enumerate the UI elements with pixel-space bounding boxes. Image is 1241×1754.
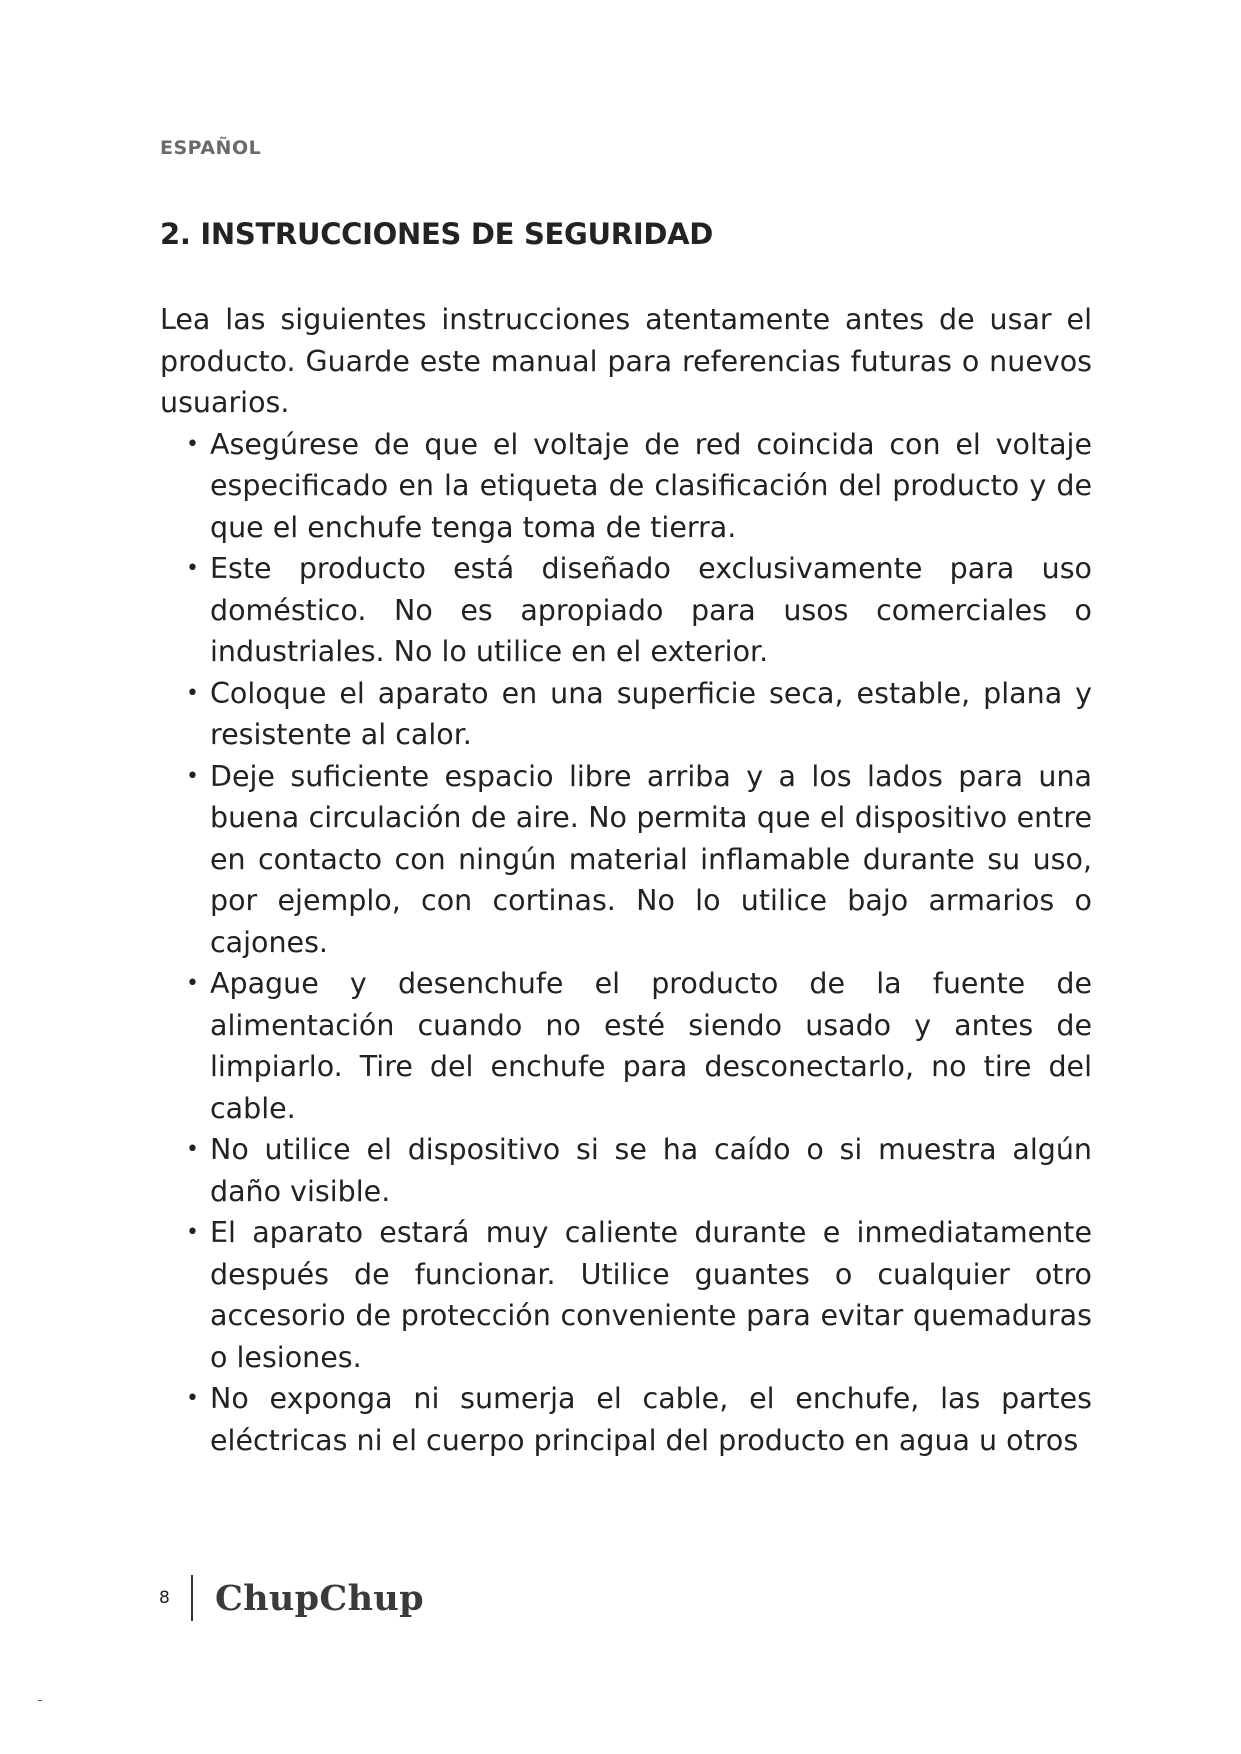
footer-divider (191, 1575, 193, 1621)
list-item (160, 756, 1092, 964)
list-item (160, 1212, 1092, 1378)
list-item (160, 548, 1092, 673)
bullet-icon: • (186, 1137, 199, 1162)
safety-instructions (160, 299, 1092, 1461)
bullet-icon: • (186, 971, 199, 996)
bullet-icon: • (186, 1386, 199, 1411)
list-item (160, 673, 1092, 756)
page-footer (159, 1575, 424, 1621)
list-item (160, 1129, 1092, 1212)
section-heading: 2. INSTRUCCIONES DE SEGURIDAD (160, 217, 714, 251)
list-item-text: El aparato estará muy caliente durante e inmediatamente después de funcionar. Utilice guantes o cualquier otro accesorio de protección conveniente para evitar quemaduras o lesiones. (210, 1216, 1092, 1374)
list-item-text: Coloque el aparato en una superficie seca, estable, plana y resistente al calor. (210, 676, 1092, 751)
intro-paragraph: Lea las siguientes instrucciones atentamente antes de usar el producto. Guarde este manual para referencias futuras o nuevos usuarios. (160, 303, 1092, 419)
language-label: ESPAÑOL (160, 137, 262, 159)
list-item-text: Asegúrese de que el voltaje de red coincida con el voltaje especificado en la etiqueta de clasificación del producto y de que el enchufe tenga toma de tierra. (210, 427, 1092, 544)
list-item-text: Deje suficiente espacio libre arriba y a los lados para una buena circulación de aire. No permita que el dispositivo entre en contacto con ningún material inflamable durante su uso, por ejemplo, con cortinas. No lo utilice bajo armarios o cajones. (210, 759, 1092, 959)
instruction-list (160, 424, 1092, 1462)
page-number: 8 (159, 1588, 170, 1608)
bullet-icon: • (186, 556, 199, 581)
bullet-icon: • (186, 763, 199, 789)
bullet-icon: • (186, 1220, 199, 1245)
list-item (160, 963, 1092, 1129)
list-item-text: No utilice el dispositivo si se ha caído o si muestra algún daño visible. (210, 1133, 1092, 1208)
list-item (160, 424, 1092, 549)
list-item-text: Este producto está diseñado exclusivamente para uso doméstico. No es apropiado para usos comerciales o industriales. No lo utilice en el exterior. (210, 552, 1092, 668)
bullet-icon: • (186, 431, 199, 457)
brand-logo: ChupChup (215, 1577, 424, 1619)
list-item-text: Apague y desenchufe el producto de la fuente de alimentación cuando no esté siendo usado y antes de limpiarlo. Tire del enchufe para desconectarlo, no tire del cable. (210, 967, 1092, 1125)
list-item (160, 1378, 1092, 1461)
bullet-icon: • (186, 680, 199, 706)
list-item-text: No exponga ni sumerja el cable, el enchufe, las partes eléctricas ni el cuerpo principal del producto en agua u otros (210, 1382, 1092, 1457)
print-mark (38, 1700, 42, 1701)
